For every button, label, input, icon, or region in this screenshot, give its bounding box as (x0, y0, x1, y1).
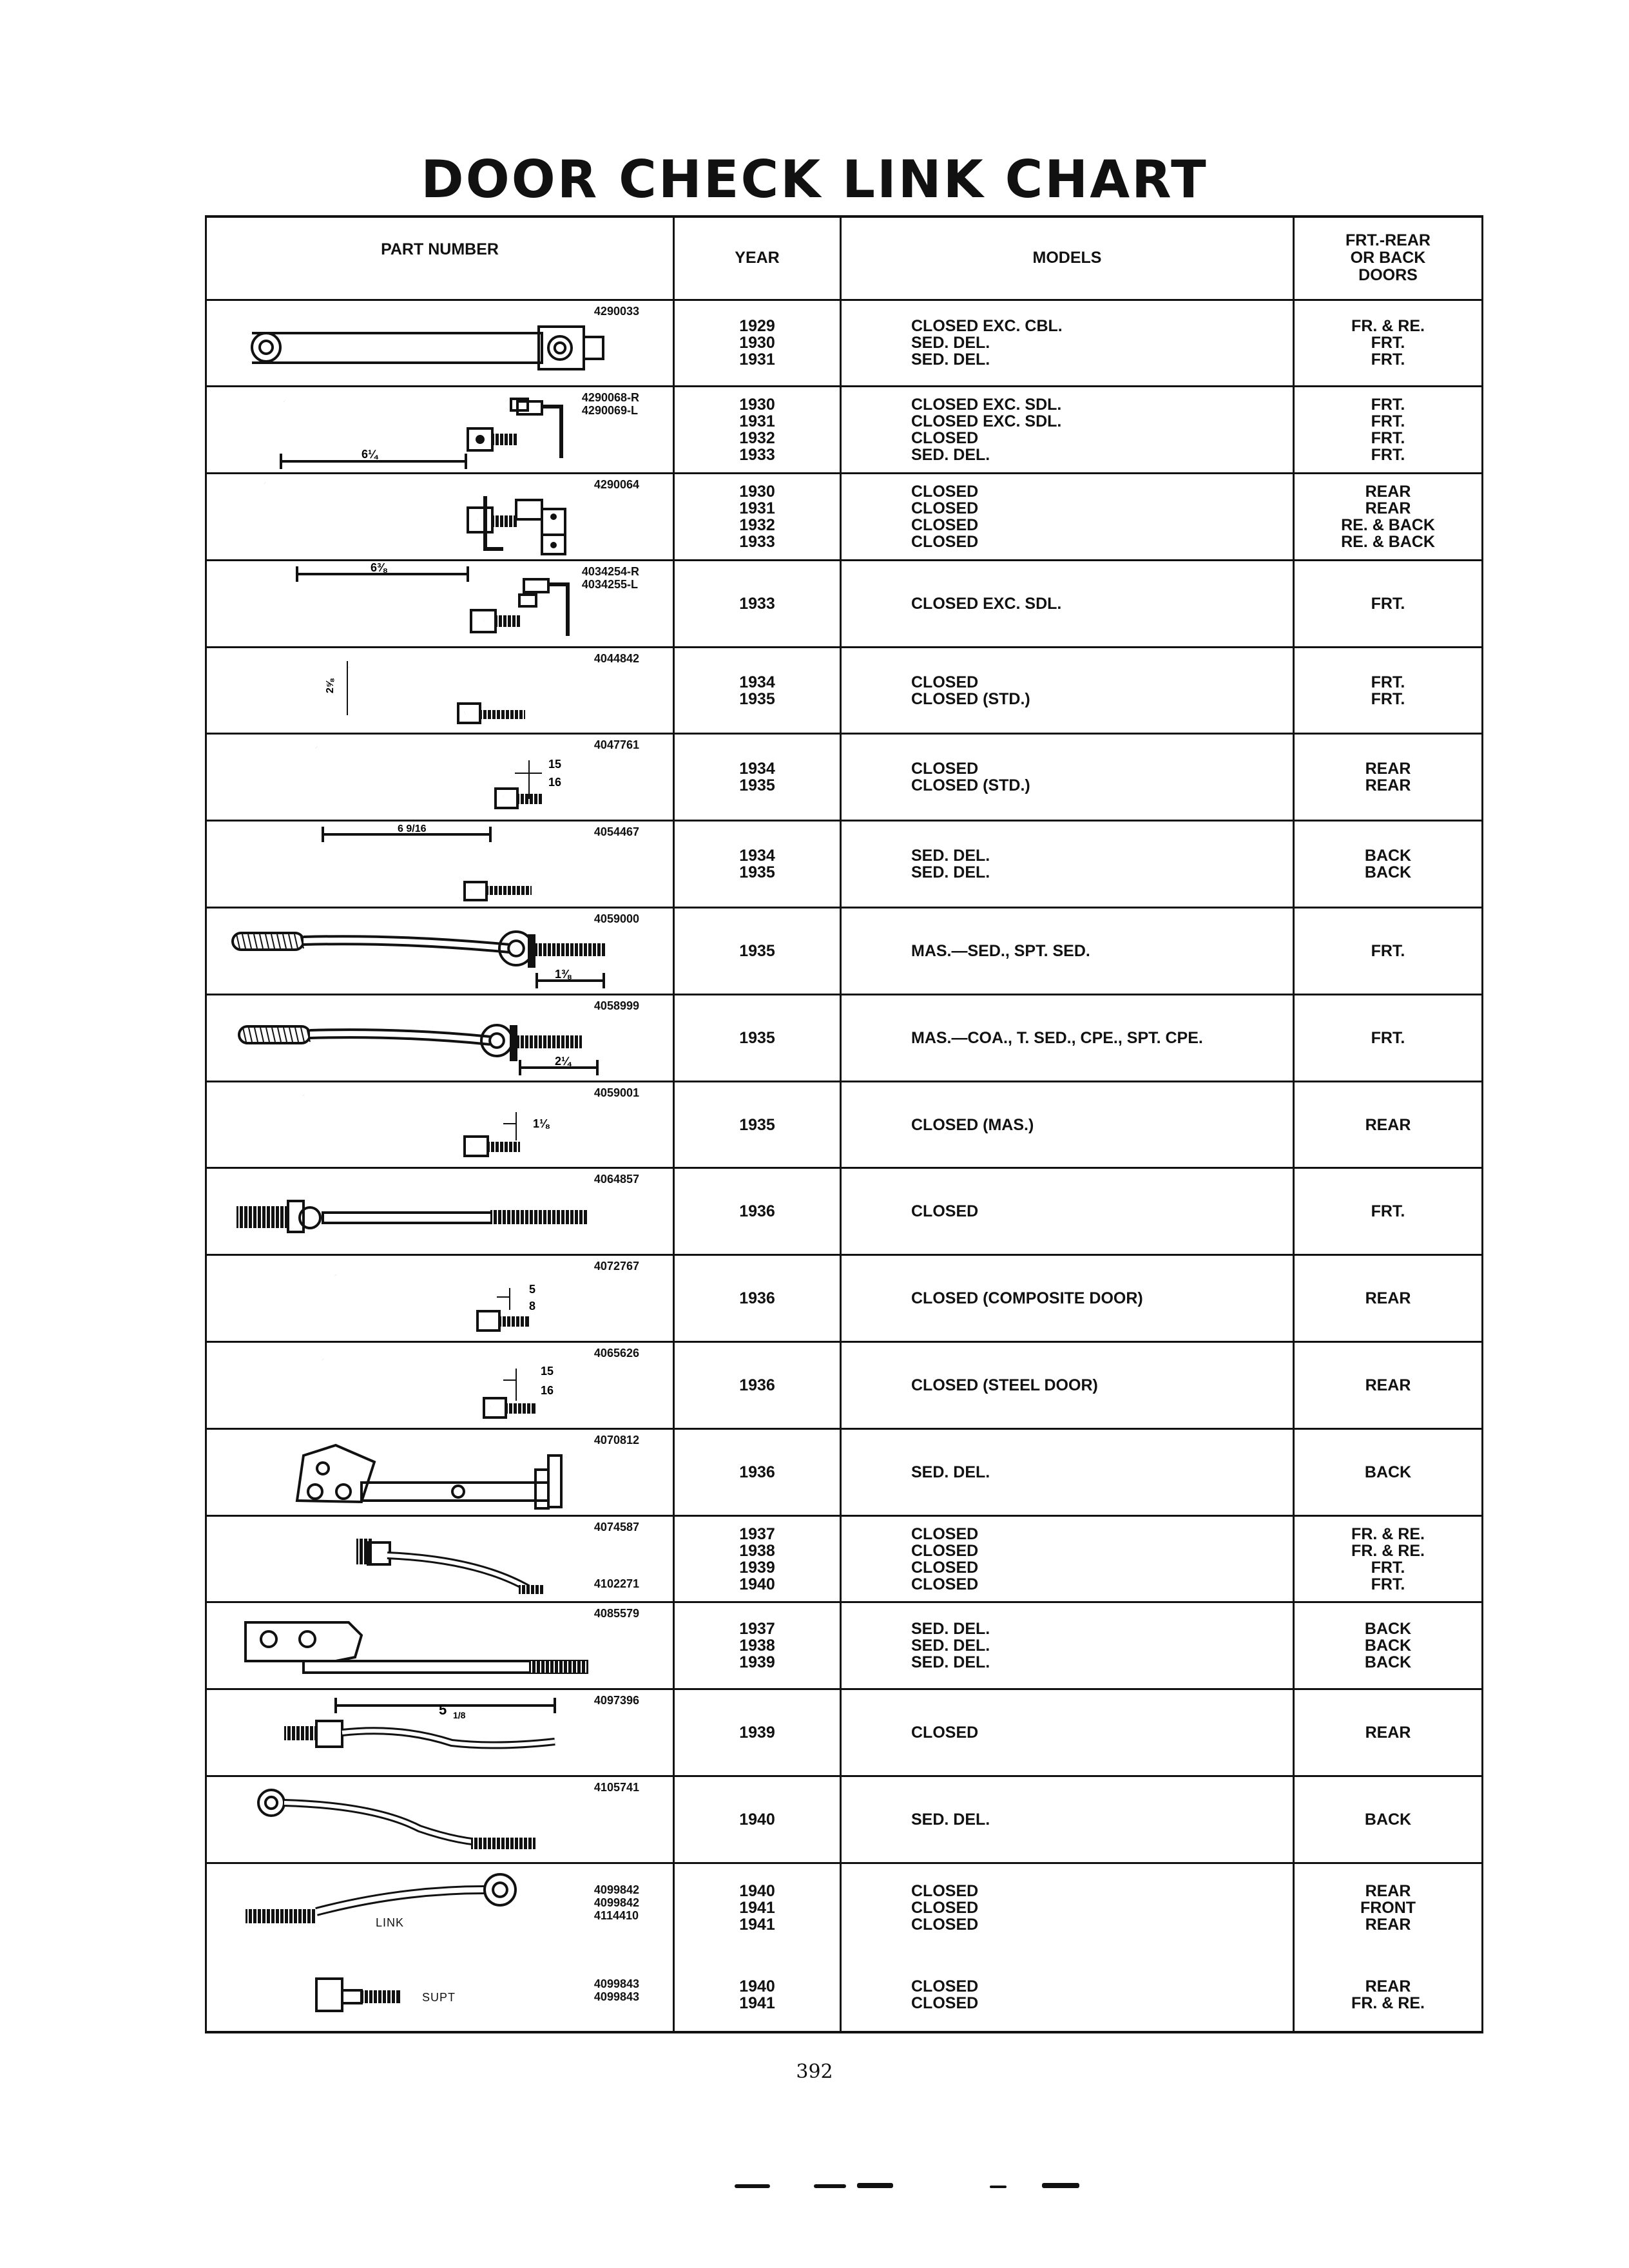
models-cell: MAS.—COA., T. SED., CPE., SPT. CPE. (841, 994, 1294, 1081)
part-number: 4097396 (593, 1694, 639, 1707)
scan-mark (857, 2183, 893, 2188)
year-cell: 1930 1931 1932 1933 (674, 474, 841, 561)
part-drawing-cell (206, 908, 674, 995)
part-number: 4059001 (593, 1086, 639, 1099)
doors-cell: REAR (1294, 1342, 1483, 1429)
part-number: 4290064 (593, 478, 639, 492)
svg-text:6¼: 6¼ (361, 448, 378, 461)
svg-text:15: 15 (548, 758, 562, 771)
doors-cell: BACK BACK (1294, 821, 1483, 908)
year-cell: 1935 (674, 994, 841, 1081)
doors-cell: FRT. FRT. (1294, 647, 1483, 734)
year-cell: 1934 1935 (674, 821, 841, 908)
year-cell: 1939 (674, 1689, 841, 1776)
models-cell: CLOSED CLOSED CLOSED CLOSED CLOSED (841, 1863, 1294, 2032)
link-label: LINK (376, 1916, 405, 1929)
models-cell: SED. DEL. (841, 1428, 1294, 1515)
doors-cell: FRT. FRT. FRT. FRT. (1294, 387, 1483, 474)
doors-cell: FRT. (1294, 1168, 1483, 1255)
part-number: 4044842 (593, 651, 639, 665)
models-cell: CLOSED CLOSED (STD.) (841, 734, 1294, 821)
page-title: DOOR CHECK LINK CHART (421, 149, 1208, 209)
svg-text:5: 5 (439, 1702, 447, 1718)
table-row (206, 734, 1483, 821)
part-drawing-cell (206, 387, 674, 474)
doors-cell: REAR (1294, 1081, 1483, 1168)
table-row (206, 1081, 1483, 1168)
part-number: 4290068-R 4290069-L (581, 391, 639, 418)
svg-text:6 9/16: 6 9/16 (398, 823, 427, 835)
year-cell: 1936 (674, 1255, 841, 1342)
table-row (206, 1255, 1483, 1342)
part-number: 4064857 (593, 1173, 639, 1186)
table-row (206, 300, 1483, 387)
col-header-part-number: PART NUMBER (206, 216, 674, 300)
table-row (206, 821, 1483, 908)
part-drawing-cell (206, 734, 674, 821)
part-number: 4085579 (593, 1607, 639, 1620)
table-row (206, 994, 1483, 1081)
year-cell: 1936 (674, 1168, 841, 1255)
table-row (206, 474, 1483, 561)
part-number-list: 4099843 4099843 (593, 1977, 639, 2003)
part-number: 4034254-R 4034255-L (581, 564, 639, 591)
models-cell: CLOSED CLOSED (STD.) (841, 647, 1294, 734)
part-number: 4105741 (593, 1781, 639, 1794)
table-row (206, 1776, 1483, 1863)
part-drawing-cell (206, 1515, 674, 1602)
doors-cell: REAR (1294, 1255, 1483, 1342)
year-cell: 1937 1938 1939 (674, 1602, 841, 1689)
models-cell: CLOSED EXC. SDL. CLOSED EXC. SDL. CLOSED SED. DEL. (841, 387, 1294, 474)
part-number: 4074587 (593, 1520, 639, 1533)
col-header-year: YEAR (674, 216, 841, 300)
models-cell: CLOSED (STEEL DOOR) (841, 1342, 1294, 1429)
part-number: 4058999 (593, 999, 639, 1012)
models-cell: CLOSED EXC. CBL. SED. DEL. SED. DEL. (841, 300, 1294, 387)
svg-text:2¼: 2¼ (555, 1054, 572, 1068)
part-number: 4054467 (593, 825, 639, 839)
door-check-link-table (205, 215, 1483, 2033)
models-cell: CLOSED EXC. SDL. (841, 560, 1294, 647)
models-cell: CLOSED (MAS.) (841, 1081, 1294, 1168)
table-row (206, 1863, 1483, 2032)
doors-cell: FR. & RE. FR. & RE. FRT. FRT. (1294, 1515, 1483, 1602)
svg-text:1⅜: 1⅜ (555, 968, 572, 981)
part-number: 4047761 (593, 738, 639, 752)
year-cell: 1935 (674, 1081, 841, 1168)
models-cell: CLOSED (841, 1168, 1294, 1255)
models-cell: CLOSED CLOSED CLOSED CLOSED (841, 474, 1294, 561)
page-number: 392 (796, 2061, 833, 2083)
year-cell: 1930 1931 1932 1933 (674, 387, 841, 474)
part-number-list: 4099842 4099842 4114410 (593, 1883, 639, 1922)
header-row (206, 216, 1483, 300)
models-cell: CLOSED (COMPOSITE DOOR) (841, 1255, 1294, 1342)
doors-cell: REAR FRONT REAR REAR FR. & RE. (1294, 1863, 1483, 2032)
models-cell: CLOSED CLOSED CLOSED CLOSED (841, 1515, 1294, 1602)
svg-text:5: 5 (529, 1283, 536, 1296)
models-cell: SED. DEL. SED. DEL. SED. DEL. (841, 1602, 1294, 1689)
doors-cell: FRT. (1294, 994, 1483, 1081)
doors-cell: FR. & RE. FRT. FRT. (1294, 300, 1483, 387)
year-cell: 1934 1935 (674, 647, 841, 734)
table-row (206, 1428, 1483, 1515)
doors-cell: BACK (1294, 1776, 1483, 1863)
part-drawing-cell (206, 647, 674, 734)
svg-text:16: 16 (541, 1384, 554, 1398)
models-cell: SED. DEL. (841, 1776, 1294, 1863)
year-cell: 1940 (674, 1776, 841, 1863)
table-row (206, 1515, 1483, 1602)
year-cell: 1929 1930 1931 (674, 300, 841, 387)
year-cell: 1936 (674, 1342, 841, 1429)
part-drawing-cell (206, 1081, 674, 1168)
part-drawing-cell (206, 300, 674, 387)
col-header-models: MODELS (841, 216, 1294, 300)
svg-text:6⅜: 6⅜ (371, 561, 387, 574)
svg-text:1/8: 1/8 (453, 1710, 466, 1721)
part-number: 4070812 (593, 1433, 639, 1446)
part-number: 4072767 (593, 1260, 639, 1273)
svg-text:1⅛: 1⅛ (533, 1117, 550, 1130)
doors-cell: BACK BACK BACK (1294, 1602, 1483, 1689)
table-row (206, 908, 1483, 995)
svg-text:16: 16 (548, 776, 562, 789)
part-drawing-cell (206, 474, 674, 561)
doors-cell: FRT. (1294, 908, 1483, 995)
scan-mark (735, 2184, 770, 2188)
year-cell: 1933 (674, 560, 841, 647)
doors-cell: BACK (1294, 1428, 1483, 1515)
part-drawing-cell (206, 1602, 674, 1689)
col-header-doors: FRT.-REAR OR BACK DOORS (1294, 216, 1483, 300)
year-cell: 1936 (674, 1428, 841, 1515)
scan-mark (1042, 2183, 1079, 2188)
year-cell: 1937 1938 1939 1940 (674, 1515, 841, 1602)
part-drawing-cell (206, 821, 674, 908)
supt-label: SUPT (422, 1990, 456, 2004)
svg-text:2⅝: 2⅝ (325, 678, 336, 693)
svg-text:8: 8 (529, 1300, 536, 1313)
part-drawing-cell (206, 560, 674, 647)
year-cell: 1940 1941 1941 1940 1941 (674, 1863, 841, 2032)
table-row (206, 1602, 1483, 1689)
part-number: 4290033 (593, 304, 639, 318)
part-number: 4102271 (593, 1577, 639, 1590)
table-row (206, 387, 1483, 474)
doors-cell: REAR REAR (1294, 734, 1483, 821)
models-cell: SED. DEL. SED. DEL. (841, 821, 1294, 908)
scan-mark (990, 2186, 1007, 2188)
part-drawing-cell (206, 994, 674, 1081)
table-row (206, 560, 1483, 647)
doors-cell: REAR (1294, 1689, 1483, 1776)
models-cell: MAS.—SED., SPT. SED. (841, 908, 1294, 995)
doors-cell: FRT. (1294, 560, 1483, 647)
part-number: 4065626 (593, 1347, 639, 1360)
part-number: 4059000 (593, 912, 639, 926)
table-row (206, 647, 1483, 734)
doors-cell: REAR REAR RE. & BACK RE. & BACK (1294, 474, 1483, 561)
part-drawing-cell (206, 1689, 674, 1776)
scan-mark (814, 2184, 846, 2188)
part-drawing-cell (206, 1168, 674, 1255)
part-drawing-cell (206, 1776, 674, 1863)
table-row (206, 1168, 1483, 1255)
part-drawing-cell (206, 1863, 674, 2032)
part-drawing-cell (206, 1342, 674, 1429)
models-cell: CLOSED (841, 1689, 1294, 1776)
table-row (206, 1342, 1483, 1429)
year-cell: 1934 1935 (674, 734, 841, 821)
part-drawing-cell (206, 1255, 674, 1342)
year-cell: 1935 (674, 908, 841, 995)
svg-text:15: 15 (541, 1365, 554, 1378)
table-row (206, 1689, 1483, 1776)
part-drawing-cell (206, 1428, 674, 1515)
